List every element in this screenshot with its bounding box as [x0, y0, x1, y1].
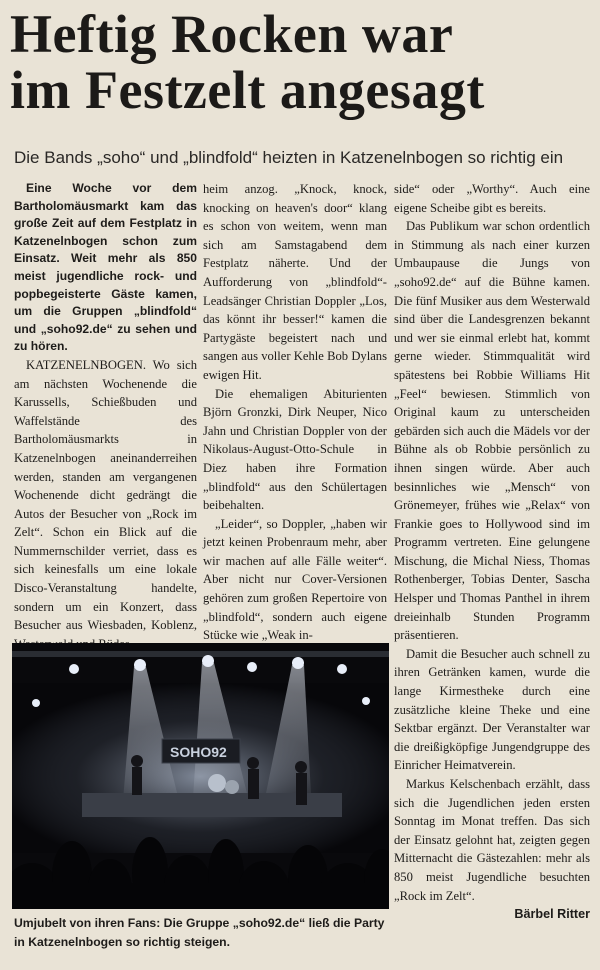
- headline: [10, 6, 595, 118]
- photo-caption: Umjubelt von ihren Fans: Die Gruppe „soho92.de“ ließ die Party in Katzenelnbogen so richtig steigen.: [14, 916, 385, 949]
- column-1: [14, 180, 197, 653]
- headline-line-1: Heftig Rocken war: [10, 4, 454, 64]
- column-3: [394, 180, 590, 924]
- body-paragraph: Die ehemaligen Abiturienten Björn Gronzki, Dirk Neuper, Nico Jahn und Christian Doppler von der Nikolaus-August-Otto-Schule in Diez haben ihre Formation „blindfold“ aus den Schülertagen beibehalten.: [203, 386, 387, 513]
- concert-photo-image: [12, 643, 389, 909]
- subheadline: Die Bands „soho“ und „blindfold“ heizten in Katzenelnbogen so richtig ein: [14, 148, 564, 167]
- body-paragraph: KATZENELNBOGEN. Wo sich am nächsten Wochenende die Karussells, Schießbuden und Waffelstände des Bartholomäusmarkts in Katzenelnbogen aneinanderreihen werden, standen am vergangenen Wochenende dicht gedrängt die Autos der Besucher von „Rock im Zelt“. Schon ein Blick auf die Nummernschilder verriet, dass es sich keinesfalls um eine lokale Disco-Veranstaltung handelte, sondern um ein Konzert, dass Besucher aus Wiesbaden, Koblenz,: [14, 357, 197, 633]
- author-byline: Bärbel Ritter: [514, 907, 590, 922]
- body-paragraph: Das Publikum war schon ordentlich in Stimmung als nach einer kurzen Umbaupause die Jungs von „soho92.de“ auf die Bühne kamen. Die fünf Musiker aus dem Westerwald sind über die Landesgrenzen bekannt und wer sie einmal erlebt hat, kommt gerne wieder. Stimmqualität wird spätestens bei Robbie Williams Hit „Feel“ bewiesen. Stimmlich von Original kaum zu unterscheiden gebärden sich auch die Mädels vor der Bühne als ob Robbie persönlich zu ihnen singen würde. Aber auch besinnliches wie „Mensch“ von Grönemeyer, frühes wie „Relax“ von Frankie goes to Hollywood sind im Programm vertreten. Eine gelungene Mischung, die Michal Niess, Thomas Rothenberger, Tobias Denter, Sascha Helsper und Thomas Panthel in ihrem dreieinhalb Stunden Programm präsentieren.: [394, 219, 590, 643]
- headline-line-2: im Festzelt angesagt: [10, 60, 485, 120]
- stage-banner: SOHO92: [170, 744, 227, 760]
- concert-photo: [12, 643, 389, 909]
- lead-paragraph: Eine Woche vor dem Bartholomäusmarkt kam das große Zeit auf dem Festplatz in Katzenelnbogen schon zum Einsatz. Weit mehr als 850 meist jugendliche rock- und popbegeisterte Gäste kamen, um die Gruppen „blindfold“ und „soho92.de“ zu sehen und zu hören.: [14, 181, 197, 354]
- body-paragraph: Markus Kelschenbach erzählt, dass sich die Jugendlichen jeden ersten Sonntag im Monat treffen. Das sich der Einsatz gelohnt hat, zeigten gegen Mitternacht die Gästezahlen: mehr als 850 meist Jugendliche besuchten „Rock im Zelt“.: [394, 777, 590, 903]
- body-paragraph: „Leider“, so Doppler, „haben wir jetzt keinen Probenraum mehr, aber wir machen auf alle Fälle weiter“. Aber nicht nur Cover-Versionen gehören zum großen Repertoire von „blindfold“, sondern auch eigene Stücke wie „Weak in-: [203, 516, 387, 643]
- body-paragraph: side“ oder „Worthy“. Auch eine eigene Scheibe gibt es bereits.: [394, 182, 590, 215]
- body-paragraph: Damit die Besucher auch schnell zu ihren Getränken kamen, wurde die lange Kirmestheke durch eine zusätzliche kleine Theke und eine Sektbar ergänzt. Der Veranstalter war die dreißigköpfige Jungendgruppe des Einricher Heimatverein.: [394, 646, 590, 773]
- body-paragraph: heim anzog. „Knock, knock, knocking on heaven's door“ klang es schon von weitem, wenn man sich am Samstagabend dem Festplatz näherte. Und der Aufforderung von „blindfold“-Leadsänger Christian Doppler „Los, das könnt ihr besser!“ kamen die Partygäste begeistert nach und sangen aus voller Kehle Bob Dylans ewigen Hit.: [203, 182, 387, 382]
- column-2: [203, 180, 387, 645]
